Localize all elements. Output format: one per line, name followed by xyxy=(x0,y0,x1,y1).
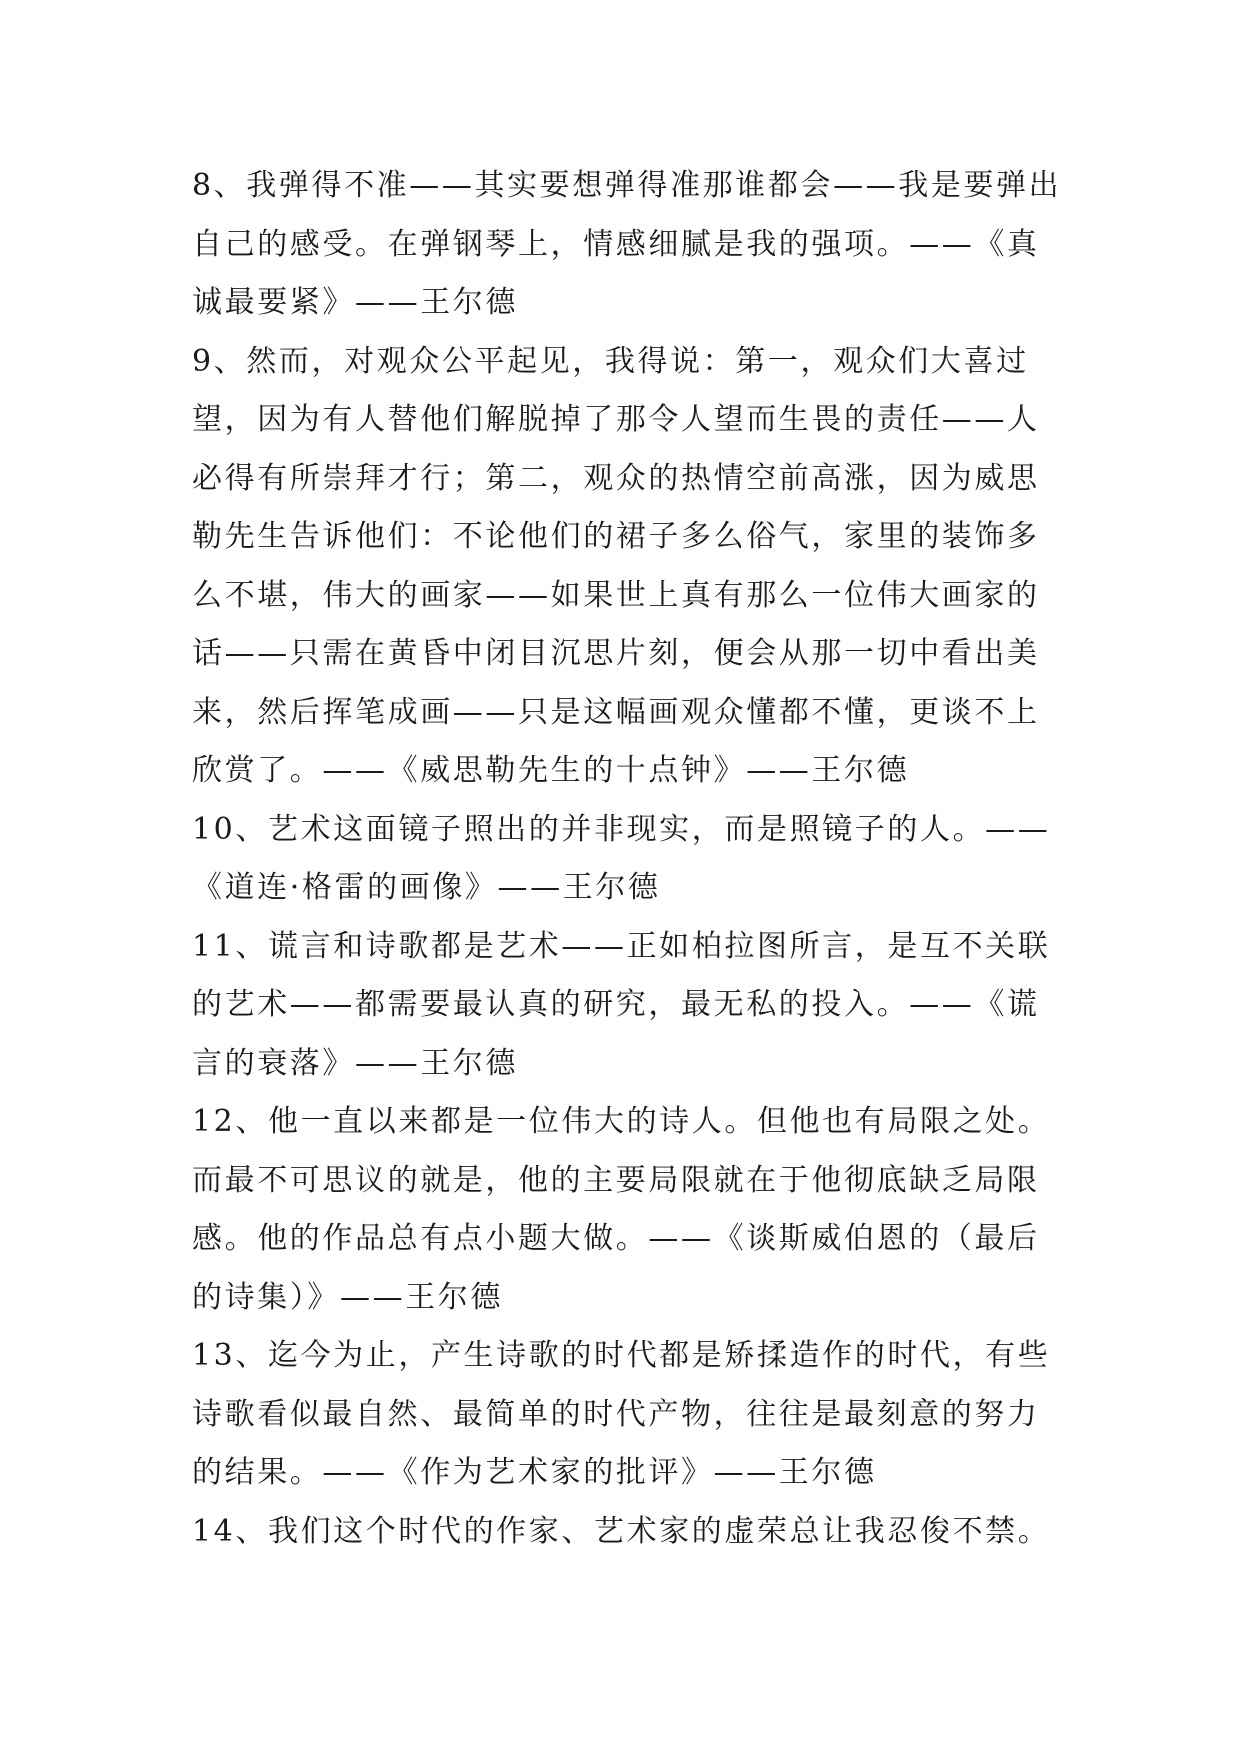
quote-item: 14、我们这个时代的作家、艺术家的虚荣总让我忍俊不禁。 xyxy=(192,1513,1051,1549)
quote-item: 10、艺术这面镜子照出的并非现实，而是照镜子的人。——《道连·格雷的画像》——王尔德 xyxy=(192,811,1051,905)
quote-item: 13、迄今为止，产生诗歌的时代都是矫揉造作的时代，有些诗歌看似最自然、最简单的时代产物，往往是最刻意的努力的结果。——《作为艺术家的批评》——王尔德 xyxy=(192,1338,1051,1490)
quote-item: 9、然而，对观众公平起见，我得说：第一，观众们大喜过望，因为有人替他们解脱掉了那令人望而生畏的责任——人必得有所崇拜才行；第二，观众的热情空前高涨，因为威思勒先生告诉他们：不论他们的裙子多么俗气，家里的装饰多么不堪，伟大的画家——如果世上真有那么一位伟大画家的话——只需在黄昏中闭目沉思片刻，便会从那一切中看出美来，然后挥笔成画——只是这幅画观众懂都不懂，更谈不上欣赏了。——《威思勒先生的十点钟》——王尔德 xyxy=(192,343,1040,788)
quote-item: 8、我弹得不准——其实要想弹得准那谁都会——我是要弹出自己的感受。在弹钢琴上，情感细腻是我的强项。——《真诚最要紧》——王尔德 xyxy=(192,168,1062,320)
quote-list xyxy=(192,157,1072,1561)
quote-item: 12、他一直以来都是一位伟大的诗人。但他也有局限之处。而最不可思议的就是，他的主要局限就在于他彻底缺乏局限感。他的作品总有点小题大做。——《谈斯威伯恩的（最后的诗集）》——王尔德 xyxy=(192,1104,1051,1315)
quote-item: 11、谎言和诗歌都是艺术——正如柏拉图所言，是互不关联的艺术——都需要最认真的研究，最无私的投入。——《谎言的衰落》——王尔德 xyxy=(192,928,1051,1081)
